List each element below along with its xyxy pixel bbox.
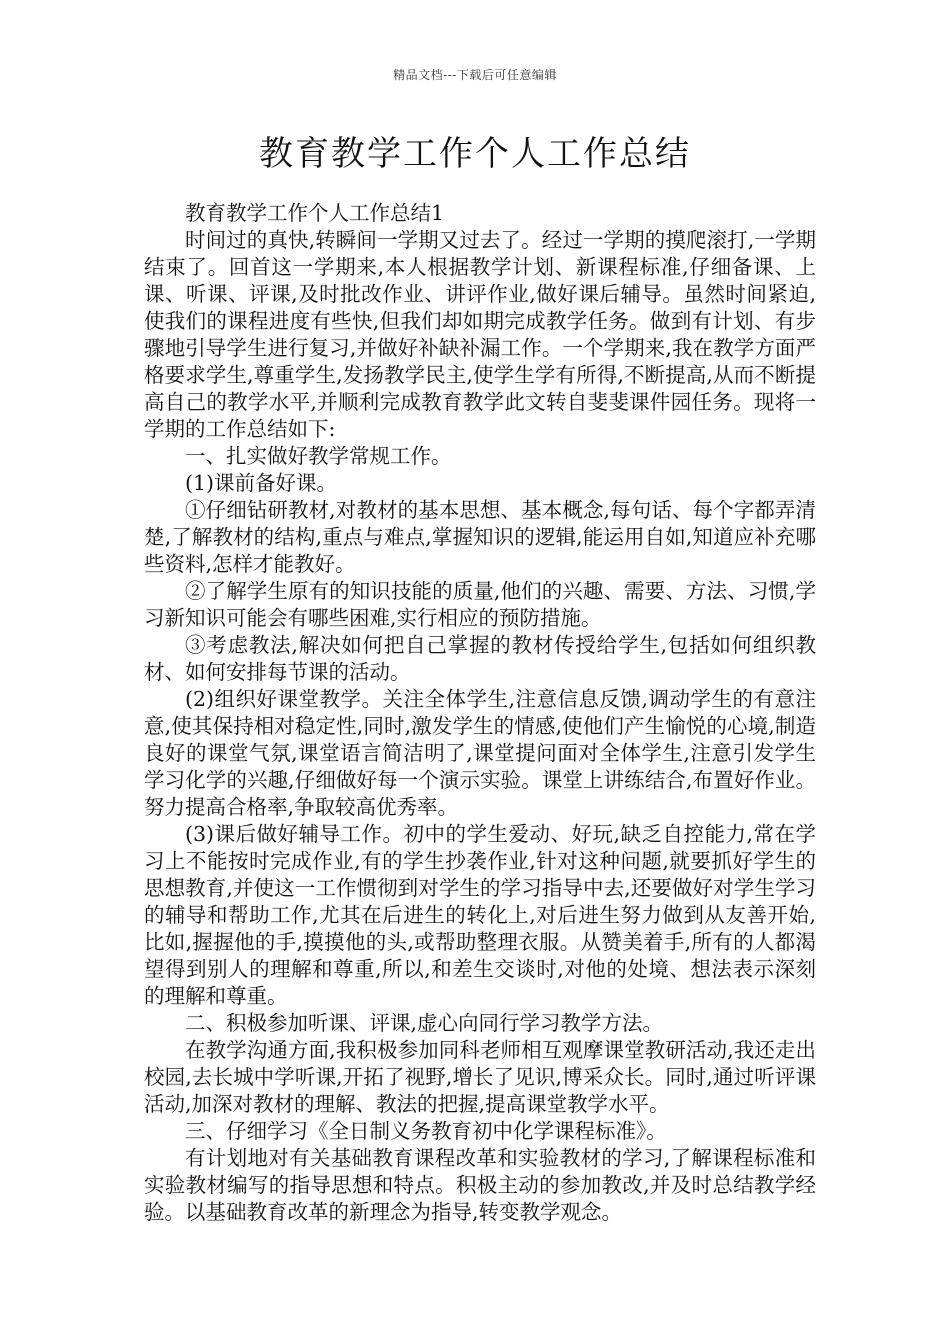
body-paragraph: (3)课后做好辅导工作。初中的学生爱动、好玩,缺乏自控能力,常在学习上不能按时完成作业,有的学生抄袭作业,针对这种问题,就要抓好学生的思想教育,并使这一工作惯彻到对学生的学习指导中去,还要做好对学生学习的辅导和帮助工作,尤其在后进生的转化上,对后进生努力做到从友善开始,比如,握握他的手,摸摸他的头,或帮助整理衣服。从赞美着手,所有的人都渴望得到别人的理解和尊重,所以,和差生交谈时,对他的处境、想法表示深刻的理解和尊重。 [144,822,816,1008]
body-paragraph: ③考虑教法,解决如何把自己掌握的教材传授给学生,包括如何组织教材、如何安排每节课的活动。 [144,633,816,684]
subsection-heading: (1)课前备好课。 [185,471,338,495]
document-body [144,200,816,1226]
body-paragraph: ①仔细钻研教材,对教材的基本思想、基本概念,每句话、每个字都弄清楚,了解教材的结构,重点与难点,掌握知识的逻辑,能运用自如,知道应补充哪些资料,怎样才能教好。 [144,498,816,576]
section-heading: 一、扎实做好教学常规工作。 [185,444,452,468]
section-heading: 三、仔细学习《全日制义务教育初中化学课程标准》。 [185,1119,667,1143]
body-paragraph: ②了解学生原有的知识技能的质量,他们的兴趣、需要、方法、习惯,学习新知识可能会有哪些困难,实行相应的预防措施。 [144,579,816,630]
body-paragraph: (2)组织好课堂教学。关注全体学生,注意信息反馈,调动学生的有意注意,使其保持相对稳定性,同时,激发学生的情感,使他们产生愉悦的心境,制造良好的课堂气氛,课堂语言简洁明了,课堂提问面对全体学生,注意引发学生学习化学的兴趣,仔细做好每一个演示实验。课堂上讲练结合,布置好作业。努力提高合格率,争取较高优秀率。 [144,687,816,819]
body-paragraph: 有计划地对有关基础教育课程改革和实验教材的学习,了解课程标准和实验教材编写的指导思想和特点。积极主动的参加教改,并及时总结教学经验。以基础教育改革的新理念为指导,转变教学观念。 [144,1146,816,1224]
body-paragraph: 在教学沟通方面,我积极参加同科老师相互观摩课堂教研活动,我还走出校园,去长城中学听课,开拓了视野,增长了见识,博采众长。同时,通过听评课活动,加深对教材的理解、教法的把握,提高课堂教学水平。 [144,1038,816,1116]
body-paragraph: 时间过的真快,转瞬间一学期又过去了。经过一学期的摸爬滚打,一学期结束了。回首这一学期来,本人根据教学计划、新课程标准,仔细备课、上课、听课、评课,及时批改作业、讲评作业,做好课后辅导。虽然时间紧迫,使我们的课程进度有些快,但我们却如期完成教学任务。做到有计划、有步骤地引导学生进行复习,并做好补缺补漏工作。一个学期来,我在教学方面严格要求学生,尊重学生,发扬教学民主,使学生学有所得,不断提高,从而不断提高自己的教学水平,并顺利完成教育教学此文转自斐斐课件园任务。现将一学期的工作总结如下: [144,228,816,441]
section-heading: 二、积极参加听课、评课,虚心向同行学习教学方法。 [185,1011,664,1035]
body-paragraph: 教育教学工作个人工作总结1 [185,201,445,225]
document-title: 教育教学工作个人工作总结 [259,134,691,174]
header-note: 精品文档---下载后可任意编辑 [393,68,557,82]
